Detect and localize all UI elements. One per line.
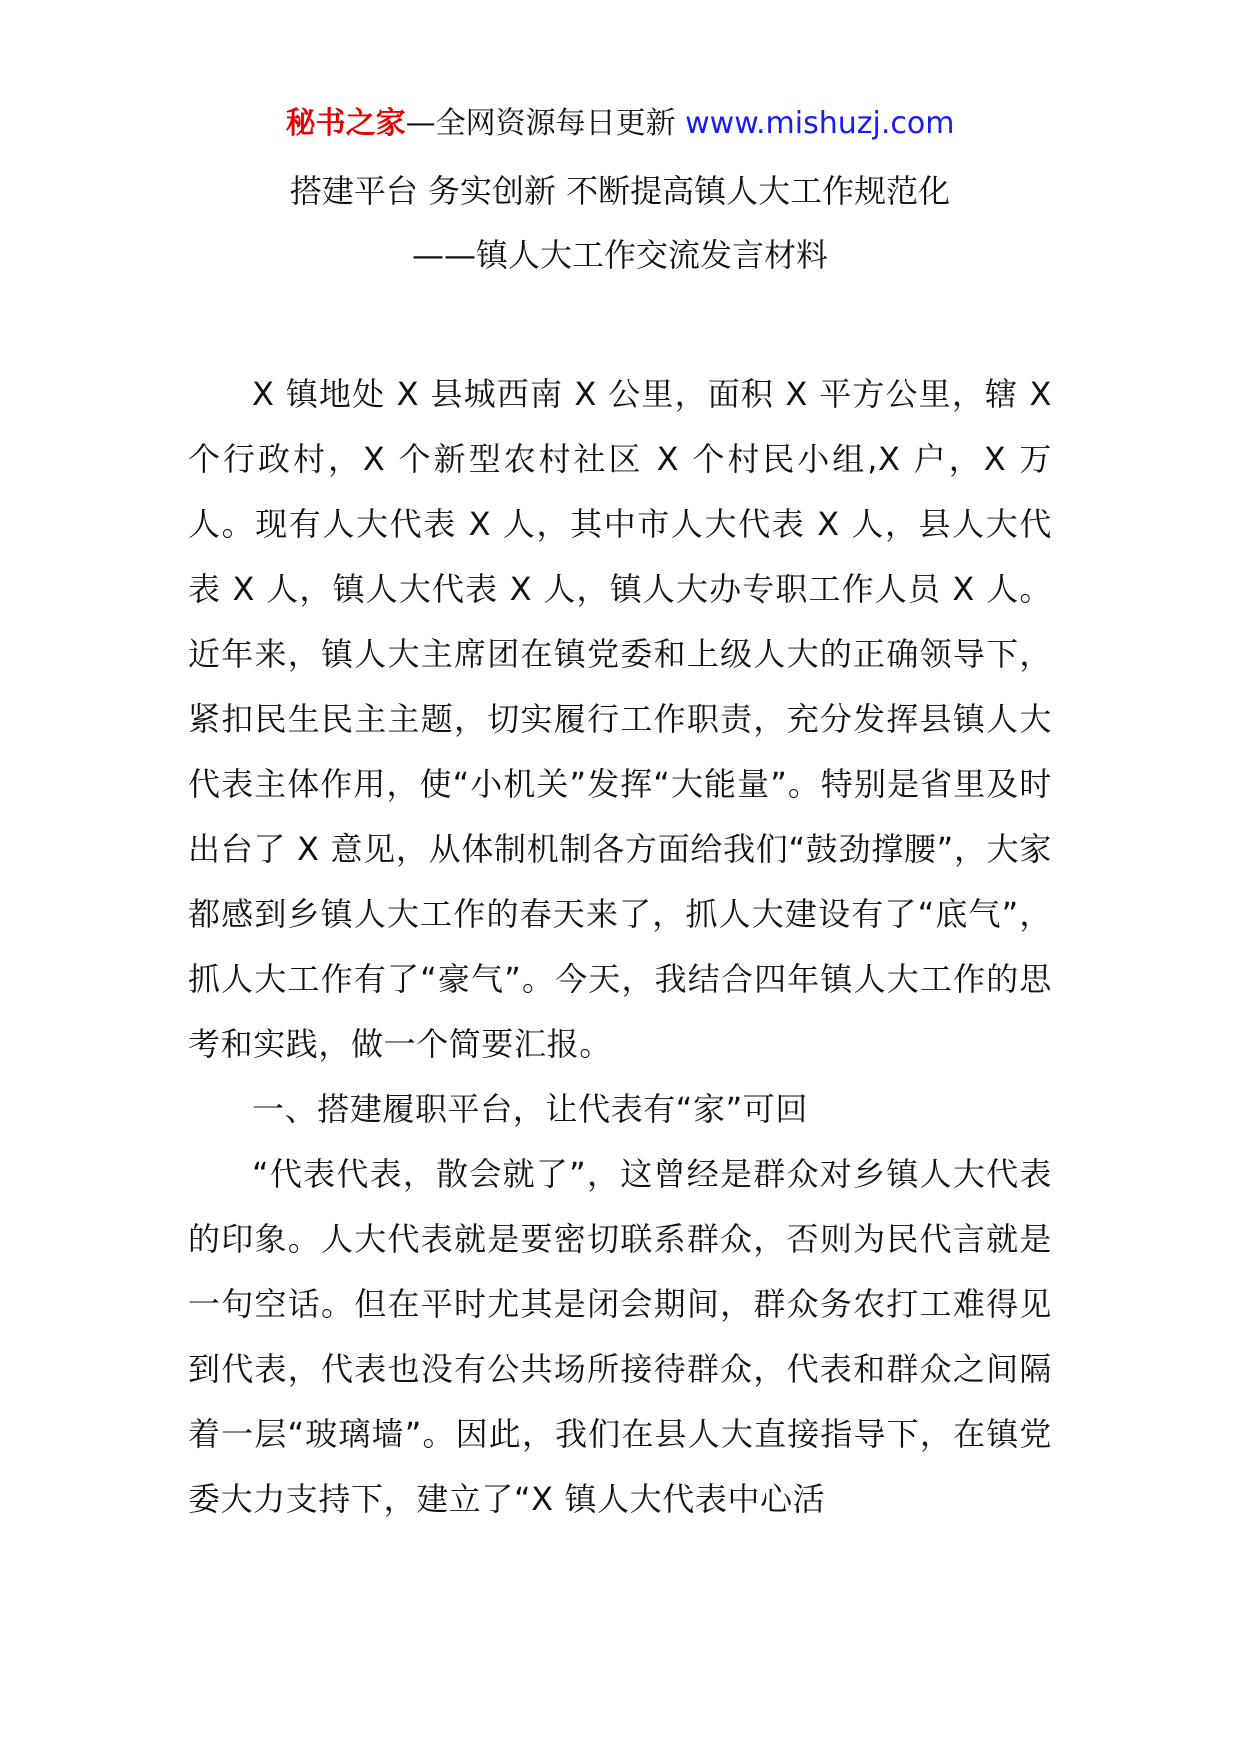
banner-url-link[interactable]: www.mishuzj.com <box>685 106 955 141</box>
document-title: 搭建平台 务实创新 不断提高镇人大工作规范化 <box>289 172 951 210</box>
document-subtitle: ——镇人大工作交流发言材料 <box>411 236 828 274</box>
paragraph-section-1: “代表代表，散会就了”，这曾经是群众对乡镇人大代表的印象。人大代表就是要密切联系群众，否则为民代言就是一句空话。但在平时尤其是闭会期间，群众务农打工难得见到代表，代表也没有公共场所接待群众，代表和群众之间隔着一层“玻璃墙”。因此，我们在县人大直接指导下，在镇党委大力支持下，建立了“X 镇人大代表中心活 <box>188 1155 1052 1518</box>
paragraph-intro: X 镇地处 X 县城西南 X 公里，面积 X 平方公里，辖 X 个行政村，X 个新型农村社区 X 个村民小组,X 户，X 万人。现有人大代表 X 人，其中市人大代表 X 人，县人大代表 X 人，镇人大代表 X 人，镇人大办专职工作人员 X 人。近年来，镇人大主席团在镇党委和上级人大的正确领导下，紧扣民生民主主题，切实履行工作职责，充分发挥县镇人大代表主体作用，使“小机关”发挥“大能量”。特别是省里及时出台了 X 意见，从体制机制各方面给我们“鼓劲撑腰”，大家都感到乡镇人大工作的春天来了，抓人大建设有了“底气”，抓人大工作有了“豪气”。今天，我结合四年镇人大工作的思考和实践，做一个简要汇报。 <box>188 375 1052 1063</box>
section-heading-1: 一、搭建履职平台，让代表有“家”可回 <box>252 1090 808 1128</box>
banner-slogan: —全网资源每日更新 <box>405 106 686 141</box>
banner-brand: 秘书之家 <box>285 106 406 141</box>
document-body <box>188 362 1052 1532</box>
site-banner <box>0 102 1240 146</box>
